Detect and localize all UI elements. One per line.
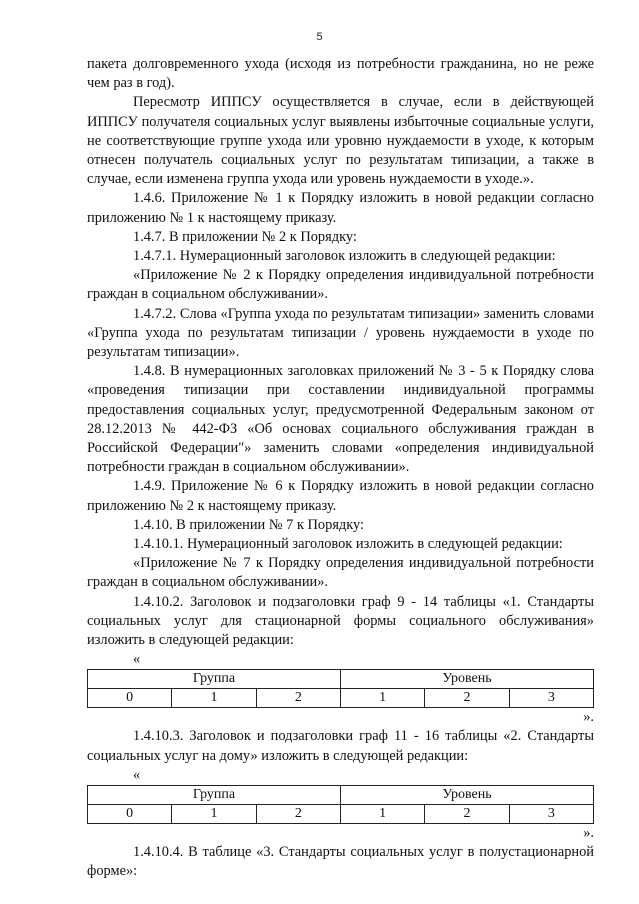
page-number: 5 [316,31,323,43]
table-cell: 3 [509,689,593,708]
paragraph: 1.4.8. В нумерационных заголовках приложений № 3 - 5 к Порядку слова «проведения типизации при составлении индивидуальной программы предоставления социальных услуг, предусмотренной Федеральным законом от 28.12.2013 № 442-ФЗ «Об основах социального обслуживания граждан в Российской Федерации"» заменить словами «определения индивидуальной потребности граждан в социальном обслуживании». [87,363,594,476]
paragraph: 1.4.9. Приложение № 6 к Порядку изложить в новой редакции согласно приложению № 2 к настоящему приказу. [87,478,594,514]
paragraph: Пересмотр ИППСУ осуществляется в случае, если в действующей ИППСУ получателя социальных услуг выявлены избыточные социальные услуги, не соответствующие группе ухода или уровню нуждаемости в уходе, к которым отнесен получатель социальных услуг по результатам типизации, а также в случае, если изменена группа ухода или уровень нуждаемости в уходе.». [87,94,594,188]
table-cell: 1 [172,804,256,823]
table-header-row [88,670,594,689]
table-cell: 2 [256,804,340,823]
table-cell: 2 [425,689,509,708]
paragraph: 1.4.10.3. Заголовок и подзаголовки граф 11 - 16 таблицы «2. Стандарты социальных услуг на дому» изложить в следующей редакции: [87,728,594,764]
paragraph: пакета долговременного ухода (исходя из потребности гражданина, но не реже чем раз в год). [87,56,594,92]
paragraph: 1.4.7.2. Слова «Группа ухода по результатам типизации» заменить словами «Группа ухода по результатам типизации / уровень нуждаемости в уходе по результатам типизации». [87,305,594,361]
table-cell: 1 [340,689,424,708]
table-cell: 0 [88,689,172,708]
table-cell: 1 [172,689,256,708]
paragraph: 1.4.10. В приложении № 7 к Порядку: [133,516,365,533]
closing-quote: ». [583,709,594,726]
header-cell-level: Уровень [340,785,593,804]
paragraph-group [87,55,594,650]
table-cell: 1 [340,804,424,823]
paragraph: «Приложение № 2 к Порядку определения индивидуальной потребности граждан в социальном обслуживании». [87,267,594,303]
document-body [87,55,594,881]
table-cell: 3 [509,804,593,823]
table-row [88,689,594,708]
paragraph: 1.4.7. В приложении № 2 к Порядку: [133,228,357,245]
paragraph: 1.4.7.1. Нумерационный заголовок изложить в следующей редакции: [133,248,556,265]
paragraph: 1.4.10.2. Заголовок и подзаголовки граф 9 - 14 таблицы «1. Стандарты социальных услуг для стационарной формы социального обслуживания» изложить в следующей редакции: [87,593,594,649]
closing-quote: ». [583,824,594,841]
paragraph: «Приложение № 7 к Порядку определения индивидуальной потребности граждан в социальном обслуживании». [87,555,594,591]
paragraph: 1.4.6. Приложение № 1 к Порядку изложить в новой редакции согласно приложению № 1 к настоящему приказу. [87,190,594,226]
opening-quote: « [133,766,141,783]
table-group-level-2 [87,785,594,824]
header-cell-group: Группа [88,670,341,689]
paragraph: 1.4.10.1. Нумерационный заголовок изложить в следующей редакции: [133,536,563,553]
table-group-level-1 [87,669,594,708]
table-header-row [88,785,594,804]
header-cell-group: Группа [88,785,341,804]
table-cell: 2 [256,689,340,708]
paragraph: 1.4.10.4. В таблице «3. Стандарты социальных услуг в полустационарной форме»: [87,843,594,879]
table-cell: 2 [425,804,509,823]
table-cell: 0 [88,804,172,823]
opening-quote: « [133,651,141,668]
table-row [88,804,594,823]
header-cell-level: Уровень [340,670,593,689]
